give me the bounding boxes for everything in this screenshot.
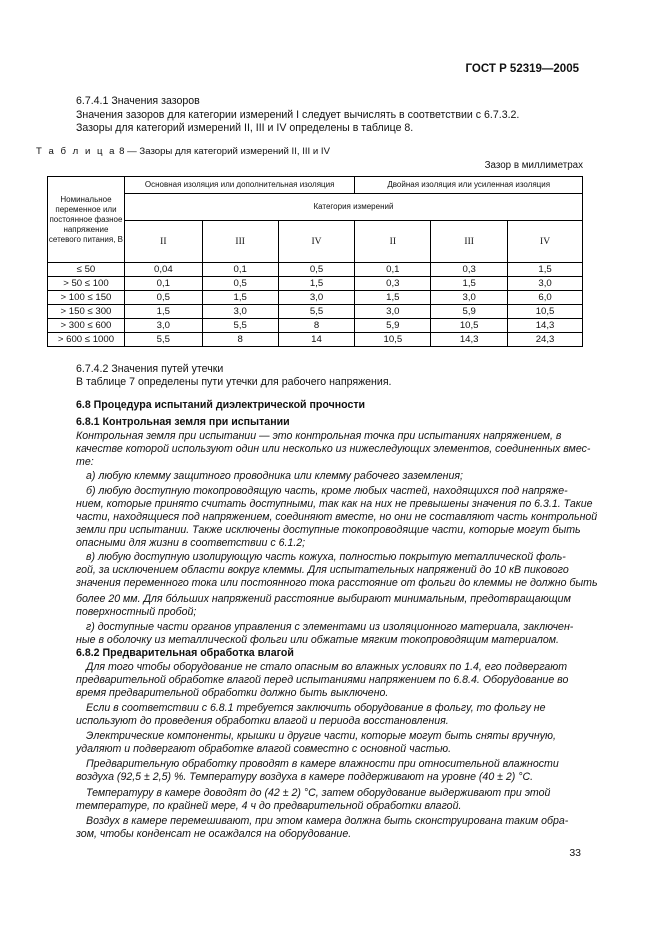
value-cell: 10,5 (431, 319, 508, 333)
value-cell: 0,5 (278, 263, 355, 277)
table-unit: Зазор в миллиметрах (484, 160, 583, 171)
paragraph-line: г) доступные части органов управления с элементами из изоляционного материала, заключен- (86, 621, 574, 633)
value-cell: 8 (202, 333, 278, 347)
voltage-cell: ≤ 50 (48, 263, 125, 277)
category-cell: II (355, 221, 431, 263)
section-6741-heading: 6.7.4.1 Значения зазоров (76, 95, 200, 107)
value-cell: 5,9 (355, 319, 431, 333)
section-6741-text: Значения зазоров для категории измерений I следует вычислять в соответствии с 6.7.3.2. (76, 109, 520, 121)
category-cell: III (202, 221, 278, 263)
voltage-cell: > 150 ≤ 300 (48, 305, 125, 319)
paragraph-line: удаляют и подвергают обработке влагой совместно с основной частью. (76, 743, 452, 755)
table-row (48, 319, 583, 333)
paragraph-line: земли при испытании. Также исключены доступные токопроводящие части, которые могут быть (76, 524, 581, 536)
value-cell: 5,5 (124, 333, 202, 347)
table-row (48, 263, 583, 277)
paragraph-line: значения переменного тока или постоянного тока расстояние от фольги до клеммы не должно быть (76, 577, 598, 589)
paragraph-line: гой, за исключением области вокруг клеммы. Для испытательных напряжений до 10 кВ пикового (76, 564, 569, 576)
paragraph-line: б) любую доступную токопроводящую часть, кроме любых частей, находящихся под напряже- (86, 485, 568, 497)
paragraph-line: используют до проведения обработки влагой и периода восстановления. (76, 715, 449, 727)
value-cell: 0,3 (355, 277, 431, 291)
table-row (48, 277, 583, 291)
value-cell: 5,9 (431, 305, 508, 319)
value-cell: 0,3 (431, 263, 508, 277)
paragraph-line: ные в оболочку из металлической фольги или обжатые мягким токопроводящим материалом. (76, 634, 559, 646)
table-row (48, 291, 583, 305)
value-cell: 0,5 (202, 277, 278, 291)
value-cell: 0,04 (124, 263, 202, 277)
paragraph-line: температуре, по крайней мере, 4 ч до предварительной обработки влагой. (76, 800, 462, 812)
value-cell: 3,0 (278, 291, 355, 305)
category-cell: III (431, 221, 508, 263)
section-6741-text: Зазоры для категорий измерений II, III и IV определены в таблице 8. (76, 122, 414, 134)
section-6742-text: В таблице 7 определены пути утечки для рабочего напряжения. (76, 376, 392, 388)
voltage-cell: > 600 ≤ 1000 (48, 333, 125, 347)
value-cell: 1,5 (431, 277, 508, 291)
voltage-cell: > 100 ≤ 150 (48, 291, 125, 305)
value-cell: 0,1 (355, 263, 431, 277)
paragraph-line: Воздух в камере перемешивают, при этом камера должна быть сконструирована таким обра- (86, 815, 569, 827)
paragraph-line: время предварительной обработки должно быть выключено. (76, 687, 389, 699)
value-cell: 3,0 (431, 291, 508, 305)
table-caption-text: 8 — Зазоры для категорий измерений II, III и IV (119, 146, 330, 157)
category-header: Категория измерений (124, 194, 582, 221)
value-cell: 3,0 (124, 319, 202, 333)
voltage-cell: > 50 ≤ 100 (48, 277, 125, 291)
paragraph-line: предварительной обработке влагой перед испытаниями напряжением по 6.8.4. Оборудование во (76, 674, 569, 686)
paragraph-line: воздуха (92,5 ± 2,5) %. Температуру воздуха в камере поддерживают на уровне (40 ± 2) °С. (76, 771, 534, 783)
value-cell: 0,1 (124, 277, 202, 291)
section-681-heading: 6.8.1 Контрольная земля при испытании (76, 416, 290, 428)
page-number: 33 (569, 847, 581, 859)
section-682-heading: 6.8.2 Предварительная обработка влагой (76, 647, 294, 659)
paragraph-line: опасными для жизни в соответствии с 6.1.2; (76, 537, 306, 549)
paragraph-line: качестве которой используют один или несколько из нижеследующих элементов, соединенных вмес- (76, 443, 591, 455)
table-caption-label: Т а б л и ц а (36, 146, 117, 157)
value-cell: 1,5 (508, 263, 583, 277)
value-cell: 10,5 (508, 305, 583, 319)
voltage-column-header: Номинальное переменное или постоянное фазное напряжение сетевого питания, В (48, 177, 125, 263)
table-row (48, 333, 583, 347)
value-cell: 14 (278, 333, 355, 347)
value-cell: 5,5 (278, 305, 355, 319)
paragraph-line: более 20 мм. Для бо́льших напряжений расстояние выбирают минимальным, предотвращающим (76, 593, 571, 605)
value-cell: 0,5 (124, 291, 202, 305)
value-cell: 8 (278, 319, 355, 333)
value-cell: 14,3 (431, 333, 508, 347)
section-6742-heading: 6.7.4.2 Значения путей утечки (76, 363, 224, 375)
double-insulation-header: Двойная изоляция или усиленная изоляция (355, 177, 583, 194)
value-cell: 24,3 (508, 333, 583, 347)
paragraph-line: Температуру в камере доводят до (42 ± 2) °С, затем оборудование выдерживают при этой (86, 787, 551, 799)
paragraph-line: части, находящиеся под напряжением, соединяют вместе, но они не составляют часть контрольной (76, 511, 598, 523)
value-cell: 3,0 (508, 277, 583, 291)
value-cell: 6,0 (508, 291, 583, 305)
paragraph-line: а) любую клемму защитного проводника или клемму рабочего заземления; (86, 470, 464, 482)
value-cell: 3,0 (355, 305, 431, 319)
basic-insulation-header: Основная изоляция или дополнительная изоляция (124, 177, 355, 194)
value-cell: 10,5 (355, 333, 431, 347)
paragraph-line: нием, которые принято считать доступными, так как на них не превышены значения по 6.3.1. Такие (76, 498, 593, 510)
value-cell: 14,3 (508, 319, 583, 333)
paragraph-line: поверхностный пробой; (76, 606, 197, 618)
category-cell: IV (508, 221, 583, 263)
value-cell: 1,5 (202, 291, 278, 305)
category-cell: IV (278, 221, 355, 263)
value-cell: 1,5 (278, 277, 355, 291)
voltage-cell: > 300 ≤ 600 (48, 319, 125, 333)
value-cell: 1,5 (124, 305, 202, 319)
paragraph-line: зом, чтобы конденсат не осаждался на оборудование. (76, 828, 352, 840)
table-caption (36, 146, 330, 157)
paragraph-line: Предварительную обработку проводят в камере влажности при относительной влажности (86, 758, 559, 770)
value-cell: 3,0 (202, 305, 278, 319)
category-cell: II (124, 221, 202, 263)
value-cell: 1,5 (355, 291, 431, 305)
paragraph-line: Электрические компоненты, крышки и другие части, которые могут быть сняты вручную, (86, 730, 556, 742)
value-cell: 0,1 (202, 263, 278, 277)
paragraph-line: Если в соответствии с 6.8.1 требуется заключить оборудование в фольгу, то фольгу не (86, 702, 546, 714)
table-row (48, 305, 583, 319)
paragraph-line: те: (76, 456, 94, 468)
clearance-table (47, 176, 583, 347)
paragraph-line: Контрольная земля при испытании — это контрольная точка при испытаниях напряжением, в (76, 430, 562, 442)
paragraph-line: в) любую доступную изолирующую часть кожуха, полностью покрытую металлической фоль- (86, 551, 566, 563)
value-cell: 5,5 (202, 319, 278, 333)
paragraph-line: Для того чтобы оборудование не стало опасным во влажных условиях по 1.4, его подвергают (86, 661, 568, 673)
document-code: ГОСТ Р 52319—2005 (465, 63, 579, 75)
section-68-heading: 6.8 Процедура испытаний диэлектрической прочности (76, 399, 366, 411)
